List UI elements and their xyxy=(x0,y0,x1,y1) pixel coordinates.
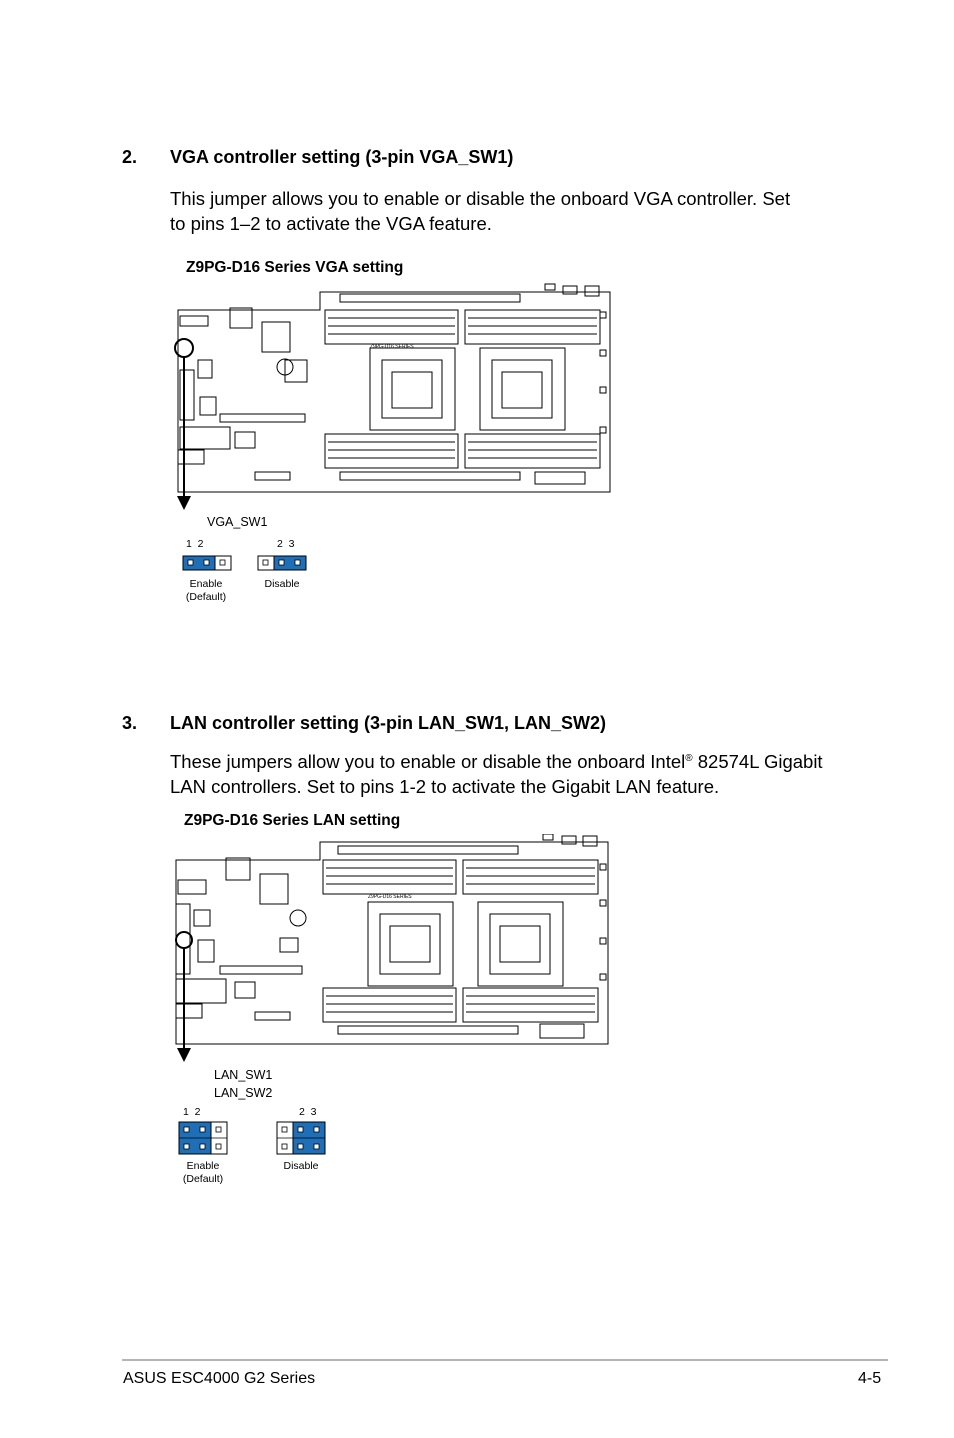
vga-enable-text: Enable xyxy=(189,578,223,590)
board-outline xyxy=(178,292,610,492)
board-outline xyxy=(176,842,608,1044)
section-3-line-1-part-2: 82574L Gigabit xyxy=(692,751,823,773)
vga-enable-pins: 1 2 xyxy=(186,538,204,550)
lan-jumper-disable xyxy=(276,1121,326,1155)
section-2-paragraph-line-2: to pins 1–2 to activate the VGA feature. xyxy=(170,213,492,234)
vga-disable-label: Disable xyxy=(264,578,300,590)
section-3-paragraph xyxy=(170,746,870,799)
vga-enable-default-text: (Default) xyxy=(185,591,227,603)
footer-left: ASUS ESC4000 G2 Series xyxy=(123,1370,316,1387)
vga-disable-pins: 2 3 xyxy=(277,538,295,550)
section-3-number: 3. xyxy=(122,713,138,733)
lan-enable-label xyxy=(173,1160,233,1186)
vga-jumper-disable xyxy=(257,555,307,571)
vga-enable-label xyxy=(176,578,236,604)
footer-page-number: 4-5 xyxy=(858,1370,882,1387)
board-model-mark: Z9PG-D16 SERIES xyxy=(370,344,414,350)
lan-enable-pins: 1 2 xyxy=(183,1106,201,1118)
section-3-line-1-part-1: These jumpers allow you to enable or disable the onboard Intel xyxy=(170,751,686,773)
lan-jumper-enable xyxy=(178,1121,228,1155)
section-3-paragraph-line-1 xyxy=(170,746,870,774)
section-2-paragraph xyxy=(170,186,860,236)
lan-jumper-name-2: LAN_SW2 xyxy=(214,1086,273,1100)
footer-rule xyxy=(122,1359,888,1361)
arrow-head-icon xyxy=(177,496,191,510)
lan-board-diagram xyxy=(170,834,615,1066)
vga-jumper-enable xyxy=(182,555,232,571)
vga-board-diagram xyxy=(170,282,615,512)
lan-figure-title: Z9PG-D16 Series LAN setting xyxy=(184,812,401,829)
board-model-mark: Z9PG-D16 SERIES xyxy=(368,894,412,900)
section-2-number: 2. xyxy=(122,147,138,167)
section-2-paragraph-line-1: This jumper allows you to enable or disable the onboard VGA controller. Set xyxy=(170,188,791,209)
arrow-head-icon xyxy=(177,1048,191,1062)
lan-jumper-name-1: LAN_SW1 xyxy=(214,1068,273,1082)
lan-enable-default-text: (Default) xyxy=(182,1173,224,1185)
registered-mark: ® xyxy=(685,753,693,764)
section-3-paragraph-line-2: LAN controllers. Set to pins 1-2 to activate the Gigabit LAN feature. xyxy=(170,776,720,798)
lan-enable-text: Enable xyxy=(186,1160,220,1172)
vga-jumper-name: VGA_SW1 xyxy=(207,515,268,529)
lan-disable-pins: 2 3 xyxy=(299,1106,317,1118)
section-3-title: LAN controller setting (3-pin LAN_SW1, LAN_SW2) xyxy=(170,713,607,733)
section-2-title: VGA controller setting (3-pin VGA_SW1) xyxy=(170,147,514,167)
lan-disable-label: Disable xyxy=(283,1160,319,1172)
vga-figure-title: Z9PG-D16 Series VGA setting xyxy=(186,259,404,276)
